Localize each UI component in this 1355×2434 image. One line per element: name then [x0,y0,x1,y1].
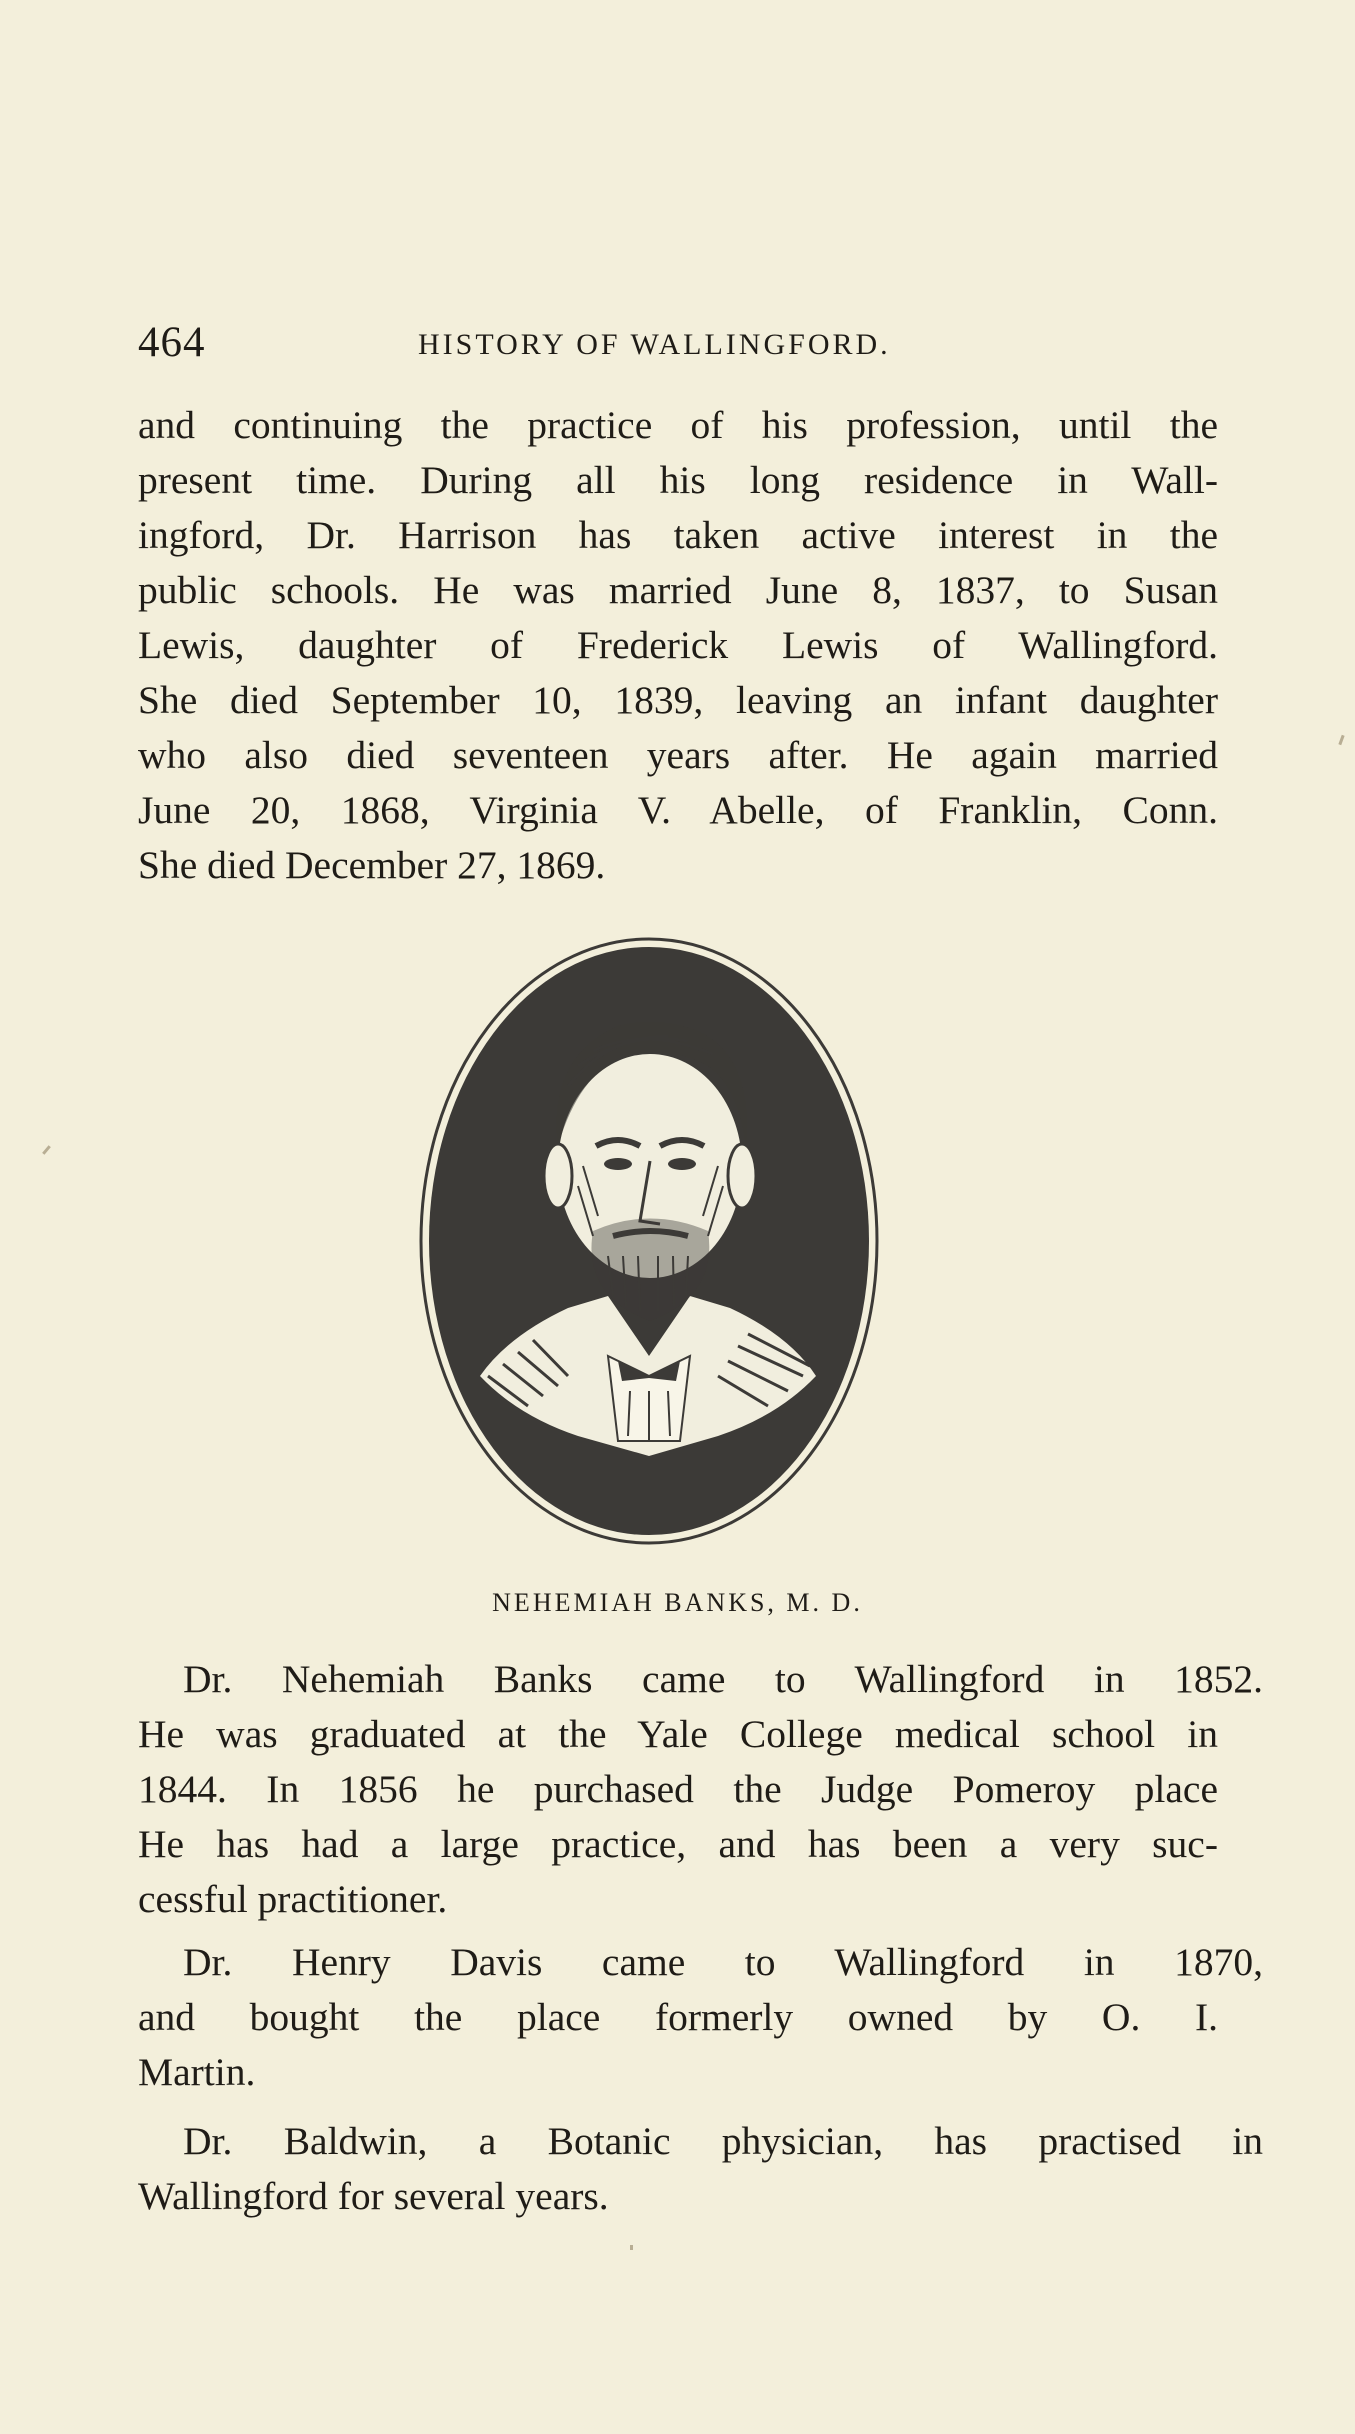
text-line: who also died seventeen years after. He again married [138,733,1218,777]
text-line: Dr. Baldwin, a Botanic physician, has practised in [183,2119,1263,2163]
paper-speck [630,2245,633,2250]
text-line: cessful practitioner. [138,1877,448,1921]
text-line: Martin. [138,2050,256,2094]
paragraph-harrison [138,398,1218,893]
text-line: Wallingford for several years. [138,2174,609,2218]
text-line: 1844. In 1856 he purchased the Judge Pomeroy place [138,1767,1218,1811]
paragraph-baldwin [138,2114,1263,2169]
portrait-engraving [418,936,880,1546]
paper-speck [1338,735,1344,745]
figure-caption: NEHEMIAH BANKS, M. D. [492,1588,863,1617]
text-line: public schools. He was married June 8, 1837, to Susan [138,568,1218,612]
text-line: June 20, 1868, Virginia V. Abelle, of Franklin, Conn. [138,788,1218,832]
paragraph-banks [138,1652,1263,1707]
text-line: She died December 27, 1869. [138,843,606,887]
paper-speck [42,1145,51,1155]
text-line: and continuing the practice of his profession, until the [138,403,1218,447]
text-line: and bought the place formerly owned by O. I. [138,1995,1218,2039]
paragraph-davis [138,1935,1263,1990]
text-line: She died September 10, 1839, leaving an infant daughter [138,678,1218,722]
paragraph-banks-continued [138,1707,1218,1927]
paragraph-davis-continued [138,1990,1218,2100]
text-line: He has had a large practice, and has been a very suc- [138,1822,1218,1866]
text-line: Dr. Henry Davis came to Wallingford in 1870, [183,1940,1263,1984]
text-line: ingford, Dr. Harrison has taken active interest in the [138,513,1218,557]
page-number: 464 [138,319,206,366]
page-header [138,318,1218,368]
paragraph-baldwin-continued [138,2169,1218,2224]
text-line: present time. During all his long residence in Wall- [138,458,1218,502]
text-line: He was graduated at the Yale College medical school in [138,1712,1218,1756]
running-head: HISTORY OF WALLINGFORD. [418,328,891,361]
text-line: Dr. Nehemiah Banks came to Wallingford in 1852. [183,1657,1263,1701]
text-line: Lewis, daughter of Frederick Lewis of Wallingford. [138,623,1218,667]
